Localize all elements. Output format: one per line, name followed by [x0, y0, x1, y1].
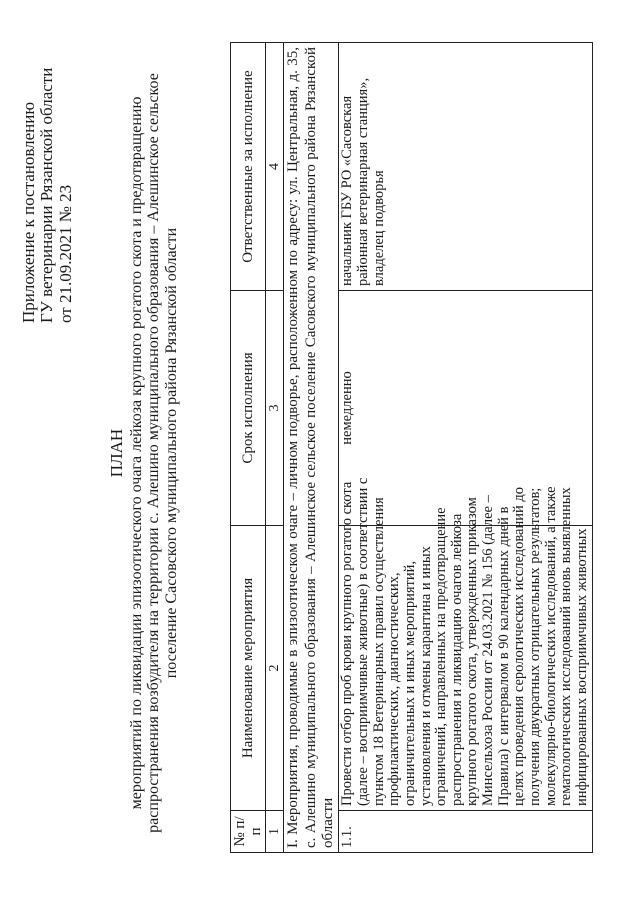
action-line: инфицированных восприимчивых животных: [574, 527, 591, 806]
measures-table: [230, 42, 593, 853]
plan-title: ПЛАН: [107, 428, 126, 477]
responsible-line: начальник ГБУ РО «Сасовская: [339, 95, 356, 286]
rotated-document-page: [20, 23, 620, 883]
header-name: Наименование мероприятия: [231, 525, 266, 810]
plan-subtitle-line: распространения возбудителя на территории с. Алешино муниципального образования – Алешинское сельское: [145, 72, 163, 833]
action-line: профилактических, диагностических,: [386, 572, 403, 806]
table-row: [339, 42, 593, 852]
action-line: крупного рогатого скота, утвержденных приказом: [464, 496, 481, 806]
section-row: [284, 42, 339, 852]
action-line: пунктом 18 Ветеринарных правил осуществления: [370, 496, 387, 806]
header-term: Срок исполнения: [231, 290, 266, 525]
responsible-cell: [339, 42, 593, 290]
term-cell: немедленно: [339, 290, 593, 525]
annex-line-2: ГУ ветеринарии Рязанской области: [37, 67, 57, 323]
column-number-row: [266, 42, 284, 852]
plan-subtitle: [128, 43, 180, 863]
table-header-row: [231, 42, 266, 852]
annex-block: [20, 23, 75, 323]
annex-line-1: Приложение к постановлению: [19, 101, 38, 323]
action-description: [339, 477, 593, 810]
responsible-line: районная ветеринарная станция»,: [354, 77, 371, 286]
action-line: Минсельхоза России от 24.03.2021 № 156 (далее –: [480, 494, 497, 806]
action-line: ограничений, направленных на предотвращение: [433, 506, 450, 806]
action-line: молекулярно-биологических исследований, а также: [542, 485, 559, 806]
column-number: 3: [266, 290, 284, 525]
header-responsible: Ответственные за исполнение: [231, 42, 266, 290]
action-line: Провести отбор проб крови крупного рогатого скота: [339, 481, 356, 806]
column-number: 1: [266, 810, 284, 852]
section-heading: I. Мероприятия, проводимые в эпизоотическом очаге – личном подворье, расположенном по адресу: ул. Центральная, д. 35, с. Алешино муниципального образования – Алешинское сельское поселение Сасовского муниципального района Рязанской области: [284, 42, 339, 852]
action-line: (далее – восприимчивые животные) в соответствии с: [354, 477, 371, 806]
annex-line-3: от 21.09.2021 № 23: [55, 184, 75, 323]
header-num: № п/п: [231, 810, 266, 852]
action-line: установления и отмены карантина и иных: [417, 545, 434, 806]
column-number: 4: [266, 42, 284, 290]
action-line: гематологических исследований вновь выявленных: [558, 486, 575, 806]
action-line: распространения и ликвидацию очагов лейкоза: [448, 513, 465, 806]
action-line: получения двукратных отрицательных результатов;: [527, 487, 544, 806]
row-number: 1.1.: [339, 810, 593, 852]
action-line: Правила) с интервалом в 90 календарных дней в: [495, 506, 512, 806]
action-line: целях проведения серологических исследований до: [511, 486, 528, 806]
plan-subtitle-line: мероприятий по ликвидации эпизоотического очага лейкоза крупного рогатого скота и предотвращению: [128, 96, 145, 809]
plan-subtitle-line: поселение Сасовского муниципального района Рязанской области: [162, 227, 180, 678]
responsible-line: владелец подворья: [370, 169, 387, 286]
action-line: ограничительных и иных мероприятий,: [401, 560, 418, 806]
column-number: 2: [266, 525, 284, 810]
